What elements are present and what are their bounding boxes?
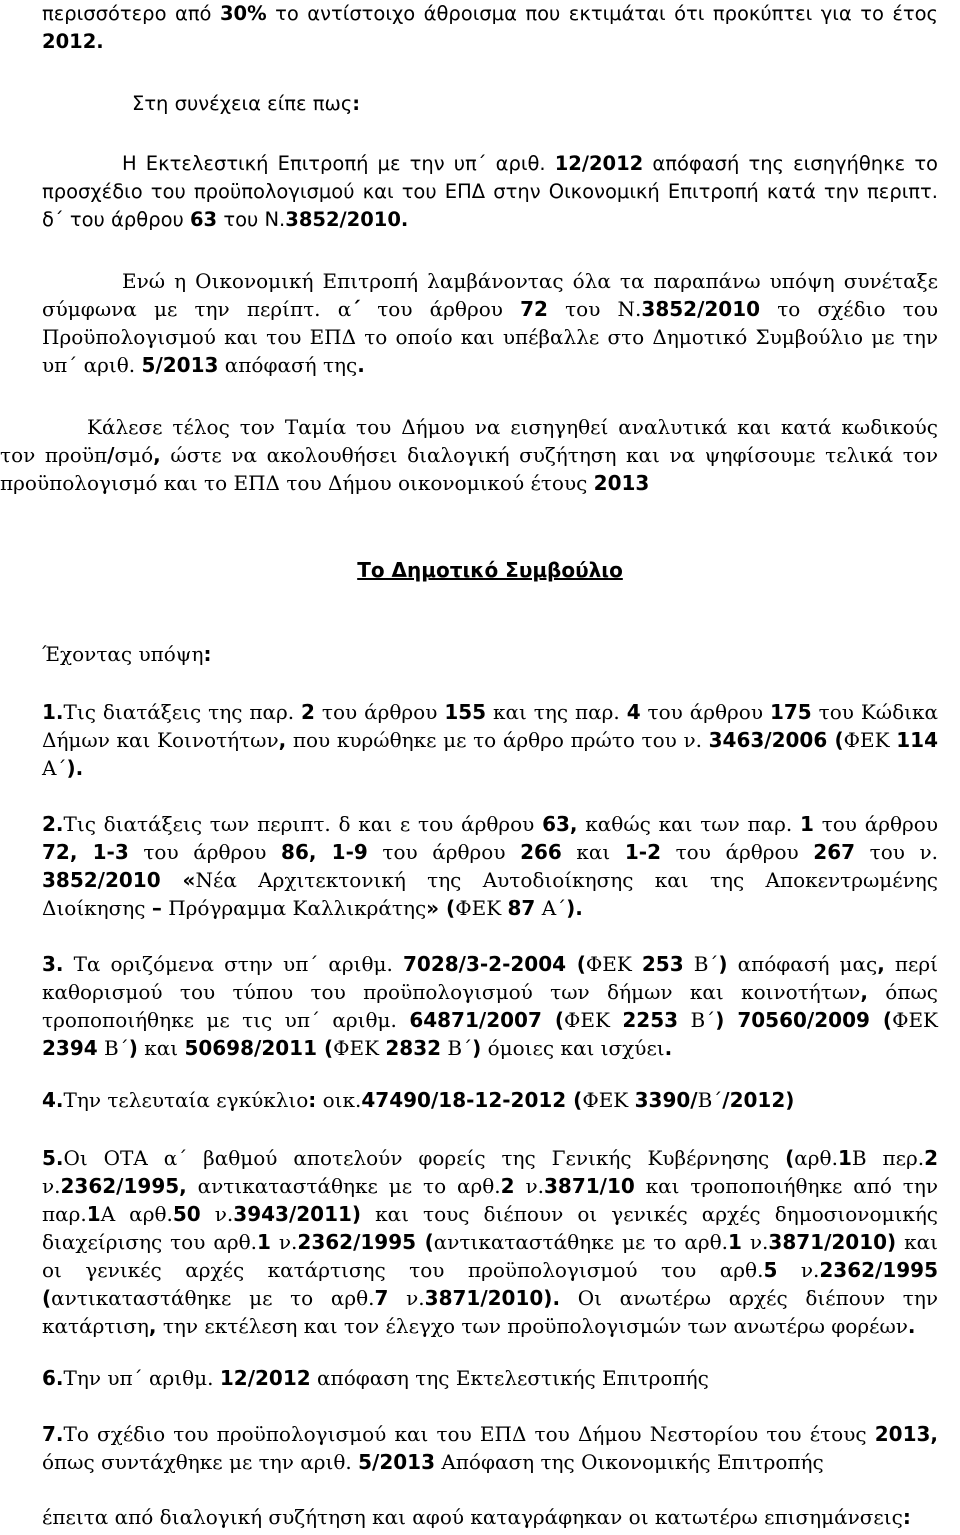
item-1-text-p: Α΄ [42,756,67,780]
item-3-text-q: ΦΕΚ [892,1008,938,1032]
item-5-text-x: 1 [728,1230,742,1254]
exec-article-number: 63 [189,208,218,231]
item-7-text-b: 2013, [874,1422,938,1446]
item-3-text-aa: όμοιες και ισχύει [481,1036,665,1060]
item-7-number: 7. [42,1422,64,1446]
econ-decision-number: 5/2013 [141,353,219,377]
item-4-text-a: Την τελευταία εγκύκλιο [63,1088,309,1112]
item-2-text-d: 1 [800,812,814,836]
item-2-text-u: ΦΕΚ [455,896,508,920]
item-2-text-i: του άρθρου [367,840,521,864]
item-2-text-r: – [151,896,162,920]
item-3-text-e: Β΄ [683,952,719,976]
item-3-text-y: Β΄ [441,1036,473,1060]
item-3-text-a: Τα οριζόμενα στην υπ΄ αριθμ. [63,952,403,976]
item-2-text-o: του ν. [855,840,938,864]
having-text: Έχοντας υπόψη [42,642,204,666]
item-5-text-e: Β περ. [851,1146,925,1170]
item-3-text-b: 7028/3-2-2004 ( [402,952,586,976]
sequel-colon: : [352,92,361,115]
item-1-text-i: του Κώδικα Δήμων και Κοινοτήτων [42,700,938,752]
item-5-text-z: 3871/2010) [768,1230,897,1254]
closing-line [42,1503,938,1531]
item-5-text-k: ν. [514,1174,544,1198]
econ-text-3: του Ν. [547,297,642,321]
item-3-text-k: όπως τροποποιήθηκε με τις υπ΄ αριθμ. [42,980,938,1032]
exec-text-2: απόφασή της εισηγήθηκε το προσχέδιο του προϋπολογισμού και του ΕΠΔ στην Οικονομική Επιτροπή κατά την περιπτ. δ΄ του άρθρου [42,152,938,231]
item-3-text-m: ΦΕΚ [564,1008,623,1032]
item-5-text-j: 2 [500,1174,515,1198]
item-5-text-o: Α αρθ. [100,1202,173,1226]
item-5-text-t: 1 [257,1230,271,1254]
list-item-3 [42,950,938,1062]
item-3-number: 3. [42,952,64,976]
item-5-text-g: ν. [42,1174,61,1198]
item-1-text-q: ). [66,756,84,780]
item-1-number: 1. [42,700,64,724]
item-4-text-f: 3390/ [634,1088,698,1112]
item-3-text-w: ΦΕΚ [333,1036,386,1060]
item-5-text-a: Οι ΟΤΑ α΄ βαθμού αποτελούν φορείς της Γενικής Κυβέρνησης [63,1146,786,1170]
item-5-number: 5. [42,1146,64,1170]
item-5-text-p: 50 [172,1202,201,1226]
econ-article-number: 72 [520,297,548,321]
having-line [42,640,938,668]
item-2-text-w: Α΄ [535,896,567,920]
item-3-text-s: Β΄ [97,1036,129,1060]
item-1-text-m: ( [827,728,844,752]
item-7-text-a: Το σχέδιο του προϋπολογισμού και του ΕΠΔ του Δήμου Νεστορίου του έτους [63,1422,875,1446]
item-4-number: 4. [42,1088,64,1112]
call-text-2: σμό [114,443,154,467]
item-5-text-w: αντικαταστάθηκε με το αρθ. [433,1230,729,1254]
item-5-text-ag: ν. [388,1286,425,1310]
list-item-6 [42,1364,938,1392]
item-5-text-h: 2362/1995, [60,1174,187,1198]
call-text-3: ώστε να ακολουθήσει διαλογική συζήτηση και να ψηφίσουμε τελικά τον προϋπολογισμό και το ΕΠΔ του Δήμου οικονομικού έτους [0,443,938,495]
item-4-text-d: 47490/18-12-2012 ( [361,1088,583,1112]
list-item-4 [42,1086,938,1114]
item-3-text-t: ) [128,1036,138,1060]
exec-text-1: Η Εκτελεστική Επιτροπή με την υπ΄ αριθ. [122,152,555,175]
item-1-text-a: Τις διατάξεις της παρ. [63,700,302,724]
item-5-text-v: 2362/1995 ( [297,1230,434,1254]
item-5-text-d: 1 [837,1146,852,1170]
intro-paragraph [42,0,938,56]
item-5-text-r: 3943/2011) [233,1202,362,1226]
econ-text-4: το σχέδιο του Προϋπολογισμού και του ΕΠΔ το οποίο και υπέβαλλε στο Δημοτικό Συμβούλιο με την υπ΄ αριθ. [42,297,938,377]
item-2-text-l: 1-2 [624,840,662,864]
item-1-text-l: 3463/2006 [708,728,828,752]
item-2-text-j: 266 [520,840,562,864]
having-colon: : [203,642,212,666]
item-1-text-d: 155 [444,700,487,724]
exec-paragraph [42,150,938,234]
item-6-text-b: 12/2012 [219,1366,311,1390]
item-2-text-n: 267 [813,840,856,864]
item-2-text-v: 87 [507,896,536,920]
item-5-text-f: 2 [924,1146,938,1170]
exec-law-number: 3852/2010. [285,208,409,231]
econ-text-5: απόφασή της [218,353,358,377]
call-comma: , [153,443,161,467]
item-3-text-c: ΦΕΚ [585,952,642,976]
item-1-text-n: ΦΕΚ [843,728,897,752]
item-1-text-g: του άρθρου [640,700,770,724]
item-5-text-q: ν. [200,1202,234,1226]
call-paragraph [0,413,938,497]
item-2-text-f: 72, 1-3 [42,840,129,864]
council-heading: Το Δημοτικό Συμβούλιο [357,558,623,582]
intro-percent: 30% [219,2,267,25]
item-5-text-l: 3871/10 [543,1174,635,1198]
econ-period: . [357,353,365,377]
item-3-text-g: απόφασή μας [727,952,878,976]
item-3-text-r: 2394 [42,1036,98,1060]
item-4-text-g: Β΄ [697,1088,723,1112]
item-2-text-g: του άρθρου [128,840,282,864]
closing-colon: : [902,1505,911,1529]
item-6-text-a: Την υπ΄ αριθμ. [63,1366,220,1390]
item-3-text-p: ) 70560/2009 ( [715,1008,893,1032]
econ-text-2: του άρθρου [360,297,521,321]
item-3-text-u: και [137,1036,185,1060]
item-5-text-ah: 3871/2010). [424,1286,561,1310]
econ-paragraph [42,267,938,379]
item-5-text-n: 1 [86,1202,101,1226]
item-3-text-o: Β΄ [678,1008,716,1032]
item-5-text-u: ν. [270,1230,298,1254]
item-6-number: 6. [42,1366,64,1390]
item-4-text-b: : [308,1088,317,1112]
item-3-text-n: 2253 [622,1008,679,1032]
exec-decision-number: 12/2012 [554,152,644,175]
item-5-text-c: αρθ. [794,1146,838,1170]
item-5-text-y: ν. [741,1230,769,1254]
item-2-text-a: Τις διατάξεις των περιπτ. δ και ε του άρθρου [63,812,543,836]
sequel-paragraph [132,90,938,118]
list-item-1 [42,698,938,782]
call-year: 2013 [593,471,650,495]
item-1-text-k: που κυρώθηκε με το άρθρο πρώτο του ν. [286,728,709,752]
item-2-text-s: Πρόγραμμα Καλλικράτης [161,896,427,920]
item-2-text-k: και [561,840,625,864]
item-3-text-h: , [877,952,885,976]
exec-text-3: του Ν. [217,208,286,231]
item-5-text-ad: 2362/1995 ( [42,1258,939,1310]
item-1-text-b: 2 [301,700,315,724]
item-5-text-i: αντικαταστάθηκε με το αρθ. [186,1174,501,1198]
item-6-text-c: απόφαση της Εκτελεστικής Επιτροπής [310,1366,709,1390]
item-3-text-l: 64871/2007 ( [409,1008,565,1032]
item-1-text-f: 4 [626,700,641,724]
item-7-text-d: 5/2013 [358,1450,435,1474]
call-slash: / [107,443,115,467]
item-5-text-ai: Οι ανωτέρω αρχές διέπουν την κατάρτιση [42,1286,939,1338]
item-7-text-e: Απόφαση της Οικονομικής Επιτροπής [434,1450,824,1474]
intro-text: περισσότερο από [42,2,220,25]
item-5-text-ac: ν. [777,1258,820,1282]
item-2-text-c: καθώς και των παρ. [577,812,801,836]
item-2-text-m: του άρθρου [661,840,814,864]
item-5-text-ab: 5 [763,1258,778,1282]
item-5-text-af: 7 [374,1286,389,1310]
item-1-text-c: του άρθρου [314,700,445,724]
item-4-text-h: /2012) [722,1088,795,1112]
econ-text-1: Ενώ η Οικονομική Επιτροπή λαμβάνοντας όλα τα παραπάνω υπόψη συνέταξε σύμφωνα με την περίπτ. α [42,269,938,321]
item-5-text-aa: και οι γενικές αρχές κατάρτισης του προϋπολογισμού του αρθ. [42,1230,939,1282]
item-5-text-ae: αντικαταστάθηκε με το αρθ. [51,1286,375,1310]
sequel-text: Στη συνέχεια είπε πως [132,92,353,115]
econ-tick: ΄ [351,297,361,321]
item-5-text-m: και τροποποιήθηκε από την παρ. [42,1174,939,1226]
item-3-text-x: 2832 [385,1036,442,1060]
item-1-text-e: και της παρ. [486,700,627,724]
item-3-text-i: περί καθορισμού του τύπου του προϋπολογισμού των δήμων και κοινοτήτων [42,952,939,1004]
list-item-2 [42,810,938,922]
list-item-7 [42,1420,938,1476]
item-1-text-j: , [278,728,287,752]
econ-law-number: 3852/2010 [641,297,761,321]
list-item-5 [42,1144,938,1340]
item-5-text-ak: την εκτέλεση και τον έλεγχο των προϋπολογισμών των ανωτέρω φορέων [156,1314,908,1338]
item-2-text-p: 3852/2010 « [42,868,196,892]
intro-year: 2012. [42,30,104,53]
item-2-text-h: 86, 1-9 [281,840,368,864]
intro-text-2: το αντίστοιχο άθροισμα που εκτιμάται ότι προκύπτει για το έτος [266,2,938,25]
item-3-text-f: ) [718,952,728,976]
item-2-number: 2. [42,812,64,836]
item-2-text-e: του άρθρου [813,812,938,836]
item-1-text-h: 175 [769,700,812,724]
item-3-text-z: ) [472,1036,482,1060]
item-5-text-aj: , [148,1314,157,1338]
item-4-text-c: οικ. [316,1088,362,1112]
item-5-text-s: και τους διέπουν οι γενικές αρχές δημοσιονομικής διαχείρισης του αρθ. [42,1202,939,1254]
item-3-text-d: 253 [641,952,684,976]
item-2-text-q: Νέα Αρχιτεκτονική της Αυτοδιοίκησης και της Αποκεντρωμένης Διοίκησης [42,868,938,920]
closing-text: έπειτα από διαλογική συζήτηση και αφού καταγράφηκαν οι κατωτέρω επισημάνσεις [42,1505,903,1529]
item-2-text-x: ). [566,896,583,920]
item-7-text-c: όπως συντάχθηκε με την αριθ. [42,1450,359,1474]
item-1-text-o: 114 [896,728,938,752]
item-4-text-e: ΦΕΚ [582,1088,635,1112]
item-2-text-t: » ( [426,896,456,920]
item-2-text-b: 63, [542,812,578,836]
call-text-1: Κάλεσε τέλος τον Ταμία του Δήμου να εισηγηθεί αναλυτικά και κατά κωδικούς τον προϋπ [0,415,938,467]
item-5-text-b: ( [785,1146,795,1170]
item-5-text-al: . [907,1314,916,1338]
item-3-text-v: 50698/2011 ( [184,1036,334,1060]
item-3-text-j: , [860,980,868,1004]
item-3-text-ab: . [664,1036,673,1060]
